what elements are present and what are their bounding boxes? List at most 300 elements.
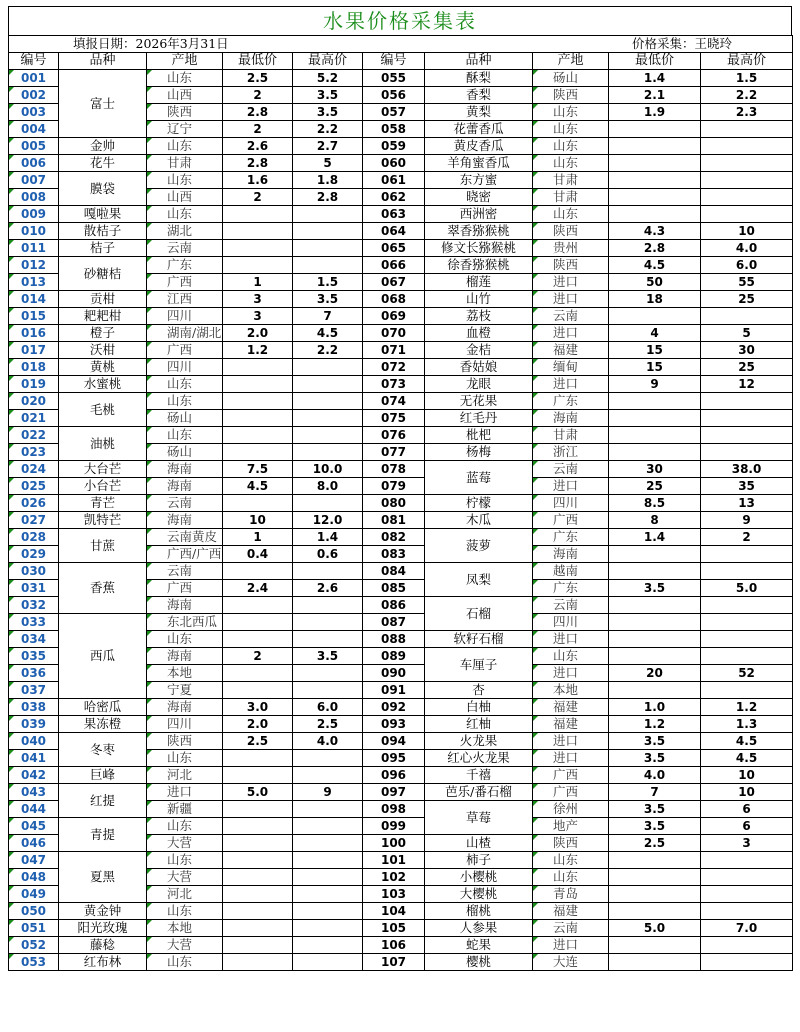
max-price: 7.0 xyxy=(701,920,793,937)
item-id: 044 xyxy=(9,801,59,818)
max-price xyxy=(293,410,363,427)
variety-name: 木瓜 xyxy=(425,512,533,529)
origin-cell: 广东 xyxy=(533,580,609,597)
variety-name: 黄金钟 xyxy=(59,903,147,920)
item-id: 019 xyxy=(9,376,59,393)
max-price xyxy=(701,648,793,665)
item-id: 003 xyxy=(9,104,59,121)
origin-cell: 四川 xyxy=(147,308,223,325)
item-id: 079 xyxy=(363,478,425,495)
variety-name: 红柚 xyxy=(425,716,533,733)
variety-name: 黄梨 xyxy=(425,104,533,121)
origin-cell: 贵州 xyxy=(533,240,609,257)
table-row xyxy=(9,495,793,512)
origin-cell: 山东 xyxy=(533,206,609,223)
item-id: 084 xyxy=(363,563,425,580)
variety-name: 砂糖桔 xyxy=(59,257,147,291)
max-price: 2.2 xyxy=(701,87,793,104)
variety-name: 晓密 xyxy=(425,189,533,206)
max-price xyxy=(293,376,363,393)
item-id: 104 xyxy=(363,903,425,920)
table-row xyxy=(9,699,793,716)
min-price: 4.5 xyxy=(223,478,293,495)
max-price: 6.0 xyxy=(701,257,793,274)
item-id: 093 xyxy=(363,716,425,733)
item-id: 004 xyxy=(9,121,59,138)
table-row xyxy=(9,138,793,155)
origin-cell: 山西 xyxy=(147,87,223,104)
collector: 价格采集：王晓玲 xyxy=(363,36,793,53)
origin-cell: 山东 xyxy=(147,631,223,648)
max-price xyxy=(701,903,793,920)
variety-name: 香姑娘 xyxy=(425,359,533,376)
origin-cell: 山东 xyxy=(147,852,223,869)
variety-name: 富士 xyxy=(59,70,147,138)
min-price xyxy=(609,886,701,903)
table-row xyxy=(9,393,793,410)
max-price: 6.0 xyxy=(293,699,363,716)
item-id: 047 xyxy=(9,852,59,869)
origin-cell: 本地 xyxy=(533,682,609,699)
max-price: 4.0 xyxy=(701,240,793,257)
variety-name: 水蜜桃 xyxy=(59,376,147,393)
max-price: 1.8 xyxy=(293,172,363,189)
table-row xyxy=(9,937,793,954)
table-row xyxy=(9,818,793,835)
min-price xyxy=(223,835,293,852)
min-price: 1.0 xyxy=(609,699,701,716)
max-price xyxy=(293,257,363,274)
variety-name: 夏黑 xyxy=(59,852,147,903)
min-price xyxy=(609,546,701,563)
item-id: 015 xyxy=(9,308,59,325)
item-id: 065 xyxy=(363,240,425,257)
min-price xyxy=(223,427,293,444)
max-price xyxy=(293,240,363,257)
variety-name: 蛇果 xyxy=(425,937,533,954)
min-price: 0.4 xyxy=(223,546,293,563)
max-price: 30 xyxy=(701,342,793,359)
variety-name: 柿子 xyxy=(425,852,533,869)
min-price: 1.4 xyxy=(609,529,701,546)
origin-cell: 进口 xyxy=(533,937,609,954)
variety-name: 嘎啦果 xyxy=(59,206,147,223)
item-id: 002 xyxy=(9,87,59,104)
item-id: 048 xyxy=(9,869,59,886)
origin-cell: 本地 xyxy=(147,665,223,682)
item-id: 107 xyxy=(363,954,425,971)
origin-cell: 山东 xyxy=(147,393,223,410)
variety-name: 翠香猕猴桃 xyxy=(425,223,533,240)
variety-name: 红心火龙果 xyxy=(425,750,533,767)
variety-name: 桔子 xyxy=(59,240,147,257)
min-price xyxy=(223,750,293,767)
variety-name: 甘蔗 xyxy=(59,529,147,563)
item-id: 097 xyxy=(363,784,425,801)
origin-cell: 山东 xyxy=(533,104,609,121)
min-price: 2 xyxy=(223,87,293,104)
item-id: 106 xyxy=(363,937,425,954)
min-price: 3.5 xyxy=(609,818,701,835)
max-price xyxy=(293,563,363,580)
min-price: 4 xyxy=(609,325,701,342)
variety-name: 青芒 xyxy=(59,495,147,512)
min-price xyxy=(223,376,293,393)
variety-name: 榴莲 xyxy=(425,274,533,291)
min-price: 25 xyxy=(609,478,701,495)
variety-name: 西瓜 xyxy=(59,614,147,699)
variety-name: 小台芒 xyxy=(59,478,147,495)
origin-cell: 山东 xyxy=(147,172,223,189)
min-price xyxy=(609,869,701,886)
max-price xyxy=(701,444,793,461)
header-max-price: 最高价 xyxy=(293,53,363,70)
item-id: 027 xyxy=(9,512,59,529)
table-row xyxy=(9,342,793,359)
item-id: 103 xyxy=(363,886,425,903)
min-price xyxy=(223,614,293,631)
max-price: 4.5 xyxy=(293,325,363,342)
item-id: 067 xyxy=(363,274,425,291)
max-price: 2.2 xyxy=(293,342,363,359)
item-id: 072 xyxy=(363,359,425,376)
origin-cell: 湖南/湖北 xyxy=(147,325,223,342)
variety-name: 大台芒 xyxy=(59,461,147,478)
origin-cell: 四川 xyxy=(147,716,223,733)
item-id: 022 xyxy=(9,427,59,444)
item-id: 020 xyxy=(9,393,59,410)
item-id: 038 xyxy=(9,699,59,716)
item-id: 049 xyxy=(9,886,59,903)
info-row xyxy=(9,36,793,53)
origin-cell: 大营 xyxy=(147,869,223,886)
variety-name: 贡柑 xyxy=(59,291,147,308)
header-row xyxy=(9,53,793,70)
max-price xyxy=(701,172,793,189)
variety-name: 凯特芒 xyxy=(59,512,147,529)
table-row xyxy=(9,427,793,444)
max-price xyxy=(701,206,793,223)
origin-cell: 云南 xyxy=(533,308,609,325)
min-price xyxy=(223,444,293,461)
item-id: 105 xyxy=(363,920,425,937)
item-id: 076 xyxy=(363,427,425,444)
variety-name: 酥梨 xyxy=(425,70,533,87)
origin-cell: 广西 xyxy=(147,342,223,359)
origin-cell: 海南 xyxy=(533,546,609,563)
origin-cell: 青岛 xyxy=(533,886,609,903)
item-id: 005 xyxy=(9,138,59,155)
max-price: 2.7 xyxy=(293,138,363,155)
table-row xyxy=(9,733,793,750)
min-price: 1.9 xyxy=(609,104,701,121)
max-price: 38.0 xyxy=(701,461,793,478)
max-price xyxy=(293,903,363,920)
min-price: 3 xyxy=(223,291,293,308)
origin-cell: 越南 xyxy=(533,563,609,580)
max-price: 3 xyxy=(701,835,793,852)
min-price xyxy=(223,359,293,376)
max-price: 12 xyxy=(701,376,793,393)
item-id: 017 xyxy=(9,342,59,359)
item-id: 062 xyxy=(363,189,425,206)
item-id: 102 xyxy=(363,869,425,886)
variety-name: 火龙果 xyxy=(425,733,533,750)
item-id: 006 xyxy=(9,155,59,172)
min-price: 2.1 xyxy=(609,87,701,104)
min-price: 2.5 xyxy=(223,733,293,750)
max-price xyxy=(701,427,793,444)
table-row xyxy=(9,240,793,257)
min-price: 4.5 xyxy=(609,257,701,274)
origin-cell: 进口 xyxy=(533,325,609,342)
max-price: 55 xyxy=(701,274,793,291)
min-price: 15 xyxy=(609,342,701,359)
origin-cell: 山东 xyxy=(147,750,223,767)
origin-cell: 山东 xyxy=(533,852,609,869)
variety-name: 芭乐/番石榴 xyxy=(425,784,533,801)
min-price: 50 xyxy=(609,274,701,291)
table-row xyxy=(9,308,793,325)
min-price: 15 xyxy=(609,359,701,376)
item-id: 094 xyxy=(363,733,425,750)
max-price: 1.5 xyxy=(701,70,793,87)
origin-cell: 云南 xyxy=(147,563,223,580)
origin-cell: 陕西 xyxy=(147,733,223,750)
max-price xyxy=(293,597,363,614)
min-price: 2.8 xyxy=(223,155,293,172)
variety-name: 菠萝 xyxy=(425,529,533,563)
min-price xyxy=(223,495,293,512)
origin-cell: 福建 xyxy=(533,716,609,733)
variety-name: 山楂 xyxy=(425,835,533,852)
origin-cell: 山东 xyxy=(147,903,223,920)
min-price: 2 xyxy=(223,121,293,138)
max-price: 2 xyxy=(701,529,793,546)
origin-cell: 甘肃 xyxy=(533,172,609,189)
origin-cell: 进口 xyxy=(533,631,609,648)
max-price xyxy=(701,308,793,325)
item-id: 009 xyxy=(9,206,59,223)
max-price xyxy=(701,563,793,580)
variety-name: 黄桃 xyxy=(59,359,147,376)
origin-cell: 缅甸 xyxy=(533,359,609,376)
origin-cell: 陕西 xyxy=(533,835,609,852)
max-price: 3.5 xyxy=(293,291,363,308)
max-price: 10 xyxy=(701,784,793,801)
origin-cell: 江西 xyxy=(147,291,223,308)
origin-cell: 甘肃 xyxy=(147,155,223,172)
variety-name: 小樱桃 xyxy=(425,869,533,886)
origin-cell: 陕西 xyxy=(533,87,609,104)
item-id: 014 xyxy=(9,291,59,308)
variety-name: 龙眼 xyxy=(425,376,533,393)
max-price: 4.0 xyxy=(293,733,363,750)
max-price: 0.6 xyxy=(293,546,363,563)
item-id: 053 xyxy=(9,954,59,971)
variety-name: 凤梨 xyxy=(425,563,533,597)
item-id: 012 xyxy=(9,257,59,274)
origin-cell: 新疆 xyxy=(147,801,223,818)
variety-name: 冬枣 xyxy=(59,733,147,767)
variety-name: 榴桃 xyxy=(425,903,533,920)
max-price xyxy=(293,631,363,648)
origin-cell: 山东 xyxy=(533,121,609,138)
max-price xyxy=(701,189,793,206)
table-row xyxy=(9,155,793,172)
variety-name: 红布林 xyxy=(59,954,147,971)
min-price xyxy=(223,886,293,903)
min-price: 2.0 xyxy=(223,325,293,342)
item-id: 021 xyxy=(9,410,59,427)
origin-cell: 地产 xyxy=(533,818,609,835)
variety-name: 金桔 xyxy=(425,342,533,359)
origin-cell: 四川 xyxy=(533,495,609,512)
max-price xyxy=(293,444,363,461)
variety-name: 巨峰 xyxy=(59,767,147,784)
origin-cell: 云南 xyxy=(533,920,609,937)
min-price xyxy=(609,410,701,427)
min-price xyxy=(223,240,293,257)
origin-cell: 本地 xyxy=(147,920,223,937)
min-price: 4.3 xyxy=(609,223,701,240)
max-price: 9 xyxy=(293,784,363,801)
max-price: 3.5 xyxy=(293,104,363,121)
item-id: 057 xyxy=(363,104,425,121)
max-price: 2.2 xyxy=(293,121,363,138)
min-price: 8 xyxy=(609,512,701,529)
max-price xyxy=(701,682,793,699)
max-price xyxy=(293,767,363,784)
origin-cell: 陕西 xyxy=(533,223,609,240)
item-id: 085 xyxy=(363,580,425,597)
table-row xyxy=(9,767,793,784)
max-price xyxy=(293,818,363,835)
min-price: 1.2 xyxy=(609,716,701,733)
item-id: 042 xyxy=(9,767,59,784)
min-price xyxy=(223,852,293,869)
min-price xyxy=(609,631,701,648)
item-id: 101 xyxy=(363,852,425,869)
variety-name: 东方蜜 xyxy=(425,172,533,189)
max-price: 13 xyxy=(701,495,793,512)
max-price xyxy=(293,920,363,937)
origin-cell: 进口 xyxy=(533,750,609,767)
origin-cell: 云南 xyxy=(147,495,223,512)
item-id: 090 xyxy=(363,665,425,682)
origin-cell: 徐州 xyxy=(533,801,609,818)
max-price: 12.0 xyxy=(293,512,363,529)
origin-cell: 甘肃 xyxy=(533,427,609,444)
min-price: 7.5 xyxy=(223,461,293,478)
table-row xyxy=(9,461,793,478)
item-id: 075 xyxy=(363,410,425,427)
variety-name: 红提 xyxy=(59,784,147,818)
origin-cell: 海南 xyxy=(147,461,223,478)
origin-cell: 云南 xyxy=(533,461,609,478)
variety-name: 人参果 xyxy=(425,920,533,937)
origin-cell: 东北西瓜 xyxy=(147,614,223,631)
table-row xyxy=(9,359,793,376)
variety-name: 车厘子 xyxy=(425,648,533,682)
min-price xyxy=(609,138,701,155)
item-id: 028 xyxy=(9,529,59,546)
origin-cell: 山东 xyxy=(147,206,223,223)
origin-cell: 砀山 xyxy=(147,410,223,427)
origin-cell: 山东 xyxy=(147,70,223,87)
max-price xyxy=(293,393,363,410)
max-price: 5.2 xyxy=(293,70,363,87)
item-id: 026 xyxy=(9,495,59,512)
item-id: 056 xyxy=(363,87,425,104)
min-price xyxy=(609,597,701,614)
max-price xyxy=(701,954,793,971)
max-price xyxy=(293,852,363,869)
min-price xyxy=(609,172,701,189)
header-variety: 品种 xyxy=(425,53,533,70)
price-table xyxy=(8,35,793,971)
variety-name: 阳光玫瑰 xyxy=(59,920,147,937)
min-price: 4.0 xyxy=(609,767,701,784)
min-price xyxy=(223,410,293,427)
max-price: 5 xyxy=(293,155,363,172)
table-row xyxy=(9,172,793,189)
variety-name: 花蕾香瓜 xyxy=(425,121,533,138)
min-price: 3.5 xyxy=(609,750,701,767)
variety-name: 散桔子 xyxy=(59,223,147,240)
min-price: 9 xyxy=(609,376,701,393)
origin-cell: 砀山 xyxy=(533,70,609,87)
origin-cell: 云南 xyxy=(147,240,223,257)
origin-cell: 甘肃 xyxy=(533,189,609,206)
variety-name: 耙耙柑 xyxy=(59,308,147,325)
origin-cell: 进口 xyxy=(533,665,609,682)
max-price xyxy=(293,750,363,767)
min-price xyxy=(223,920,293,937)
header-min-price: 最低价 xyxy=(609,53,701,70)
table-row xyxy=(9,563,793,580)
origin-cell: 进口 xyxy=(147,784,223,801)
min-price: 8.5 xyxy=(609,495,701,512)
header-origin: 产地 xyxy=(533,53,609,70)
header-id: 编号 xyxy=(9,53,59,70)
origin-cell: 海南 xyxy=(147,699,223,716)
origin-cell: 海南 xyxy=(147,478,223,495)
variety-name: 徐香猕猴桃 xyxy=(425,257,533,274)
variety-name: 大樱桃 xyxy=(425,886,533,903)
origin-cell: 进口 xyxy=(533,376,609,393)
item-id: 098 xyxy=(363,801,425,818)
origin-cell: 云南 xyxy=(533,597,609,614)
min-price xyxy=(223,869,293,886)
min-price xyxy=(223,257,293,274)
item-id: 055 xyxy=(363,70,425,87)
table-row xyxy=(9,784,793,801)
item-id: 070 xyxy=(363,325,425,342)
max-price xyxy=(701,852,793,869)
min-price: 2.4 xyxy=(223,580,293,597)
item-id: 039 xyxy=(9,716,59,733)
item-id: 040 xyxy=(9,733,59,750)
min-price: 2.6 xyxy=(223,138,293,155)
min-price xyxy=(609,121,701,138)
variety-name: 橙子 xyxy=(59,325,147,342)
origin-cell: 山东 xyxy=(533,648,609,665)
max-price: 9 xyxy=(701,512,793,529)
table-row xyxy=(9,325,793,342)
item-id: 066 xyxy=(363,257,425,274)
price-sheet xyxy=(8,6,792,971)
